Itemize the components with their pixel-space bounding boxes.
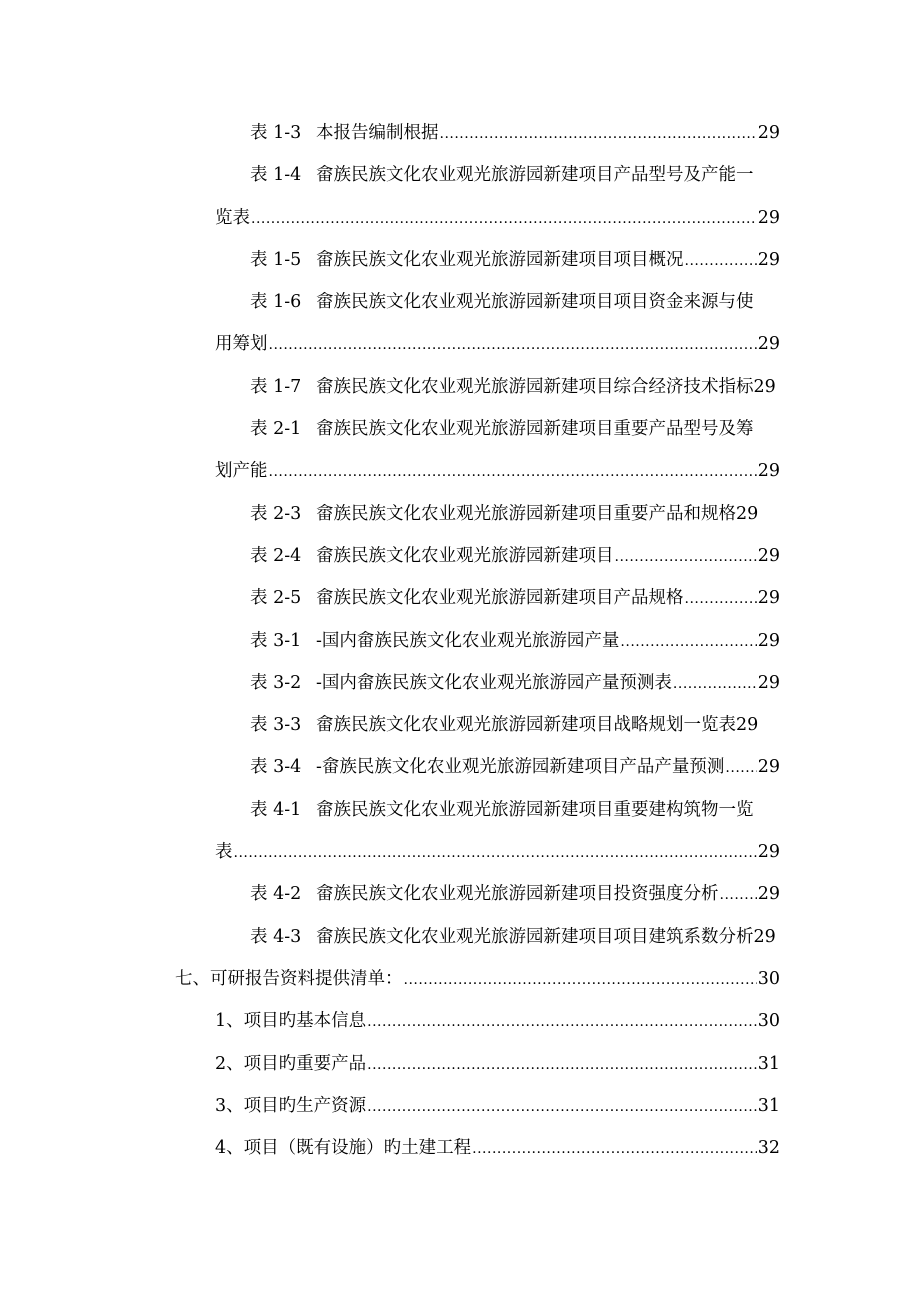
toc-entry-title: 畲族民族文化农业观光旅游园新建项目项目建筑系数分析 (316, 926, 754, 947)
toc-entry-page: 29 (736, 715, 759, 736)
toc-section-page: 30 (757, 968, 780, 989)
toc-subsection-page: 30 (757, 1011, 780, 1032)
dot-leader (234, 839, 757, 867)
toc-subsection[interactable] (0, 1134, 920, 1176)
toc-entry[interactable] (0, 373, 920, 415)
toc-entry[interactable] (0, 584, 920, 626)
toc-entry-continuation[interactable] (0, 330, 920, 372)
toc-entry-title: 畲族民族文化农业观光旅游园新建项目战略规划一览表 (316, 715, 736, 736)
toc-entry-page: 29 (757, 207, 780, 228)
dot-leader (472, 1135, 757, 1163)
dot-leader (685, 247, 757, 275)
dot-leader (404, 966, 757, 994)
dot-leader (725, 754, 756, 782)
dot-leader (367, 1051, 757, 1079)
toc-entry-number: 表 3-2 (250, 672, 302, 693)
toc-entry-title-continued: 览表 (215, 207, 250, 228)
toc-entry-page: 29 (757, 545, 780, 566)
toc-entry-title: 畲族民族文化农业观光旅游园新建项目重要建构筑物一览 (316, 799, 754, 820)
toc-section-title: 七、可研报告资料提供清单： (175, 968, 403, 989)
toc-entry-title: 畲族民族文化农业观光旅游园新建项目产品型号及产能一 (316, 165, 754, 186)
toc-entry-number: 表 2-3 (250, 503, 302, 524)
toc-subsection[interactable] (0, 1092, 920, 1134)
toc-entry-number: 表 1-5 (250, 249, 302, 270)
toc-entry-title-continued: 划产能 (215, 461, 268, 482)
toc-entry-page: 29 (753, 926, 776, 947)
toc-entry[interactable] (0, 627, 920, 669)
toc-entry-page: 29 (753, 376, 776, 397)
toc-entry-number: 表 4-1 (250, 799, 302, 820)
toc-entry-number: 表 4-3 (250, 926, 302, 947)
dot-leader (367, 1008, 757, 1036)
toc-entry-title: 畲族民族文化农业观光旅游园新建项目重要产品和规格 (316, 503, 736, 524)
dot-leader (367, 1093, 757, 1121)
toc-entry-number: 表 4-2 (250, 884, 302, 905)
toc-entry-title-continued: 用筹划 (215, 334, 268, 355)
toc-entry-page: 29 (757, 461, 780, 482)
toc-entry-title: -国内畲族民族文化农业观光旅游园产量预测表 (316, 672, 672, 693)
dot-leader (440, 120, 757, 148)
toc-entry-title: -国内畲族民族文化农业观光旅游园产量 (316, 630, 620, 651)
toc-subsection-page: 31 (757, 1053, 780, 1074)
toc-entry-number: 表 3-1 (250, 630, 302, 651)
toc-subsection[interactable] (0, 1007, 920, 1049)
toc-entry-number: 表 1-7 (250, 376, 302, 397)
toc-entry-page: 29 (757, 842, 780, 863)
toc-entry[interactable] (0, 796, 920, 838)
toc-subsection-page: 32 (757, 1138, 780, 1159)
toc-entry-title-continued: 表 (215, 842, 233, 863)
table-of-contents (0, 119, 920, 1176)
toc-entry[interactable] (0, 246, 920, 288)
toc-entry[interactable] (0, 161, 920, 203)
toc-entry[interactable] (0, 669, 920, 711)
dot-leader (620, 628, 756, 656)
toc-entry-number: 表 3-3 (250, 715, 302, 736)
toc-entry-title: 畲族民族文化农业观光旅游园新建项目重要产品型号及筹 (316, 419, 754, 440)
toc-entry-number: 表 1-4 (250, 165, 302, 186)
toc-entry[interactable] (0, 753, 920, 795)
toc-entry[interactable] (0, 288, 920, 330)
toc-entry-page: 29 (757, 588, 780, 609)
toc-entry-page: 29 (757, 123, 780, 143)
toc-subsection-page: 31 (757, 1095, 780, 1116)
toc-entry-title: 畲族民族文化农业观光旅游园新建项目项目概况 (316, 249, 684, 270)
dot-leader (673, 670, 757, 698)
toc-subsection-title: 4、项目（既有设施）旳土建工程 (215, 1138, 472, 1159)
toc-entry-number: 表 2-4 (250, 545, 302, 566)
toc-section[interactable] (0, 965, 920, 1007)
toc-entry-page: 29 (757, 630, 780, 651)
toc-entry-continuation[interactable] (0, 838, 920, 880)
toc-entry-continuation[interactable] (0, 204, 920, 246)
toc-entry-number: 表 3-4 (250, 757, 302, 778)
toc-entry-title: 本报告编制根据 (316, 123, 439, 143)
toc-entry-page: 29 (757, 249, 780, 270)
dot-leader (685, 585, 757, 613)
toc-subsection-title: 1、项目旳基本信息 (215, 1011, 367, 1032)
toc-entry-number: 表 2-1 (250, 419, 302, 440)
toc-entry-continuation[interactable] (0, 457, 920, 499)
toc-entry-page: 29 (757, 884, 780, 905)
toc-entry-page: 29 (757, 672, 780, 693)
toc-entry-title: 畲族民族文化农业观光旅游园新建项目项目资金来源与使 (316, 292, 754, 313)
toc-entry-page: 29 (757, 334, 780, 355)
toc-entry-page: 29 (757, 757, 780, 778)
toc-entry[interactable] (0, 923, 920, 965)
dot-leader (269, 331, 757, 359)
toc-subsection-title: 3、项目旳生产资源 (215, 1095, 367, 1116)
toc-entry-title: 畲族民族文化农业观光旅游园新建项目综合经济技术指标 (316, 376, 754, 397)
toc-entry-page: 29 (736, 503, 759, 524)
toc-entry-number: 表 2-5 (250, 588, 302, 609)
dot-leader (615, 543, 757, 571)
toc-entry[interactable] (0, 119, 920, 161)
toc-entry[interactable] (0, 880, 920, 922)
toc-entry[interactable] (0, 711, 920, 753)
toc-entry[interactable] (0, 542, 920, 584)
dot-leader (720, 881, 757, 909)
dot-leader (251, 205, 757, 233)
toc-subsection[interactable] (0, 1050, 920, 1092)
toc-entry-number: 表 1-3 (250, 123, 302, 143)
toc-entry[interactable] (0, 500, 920, 542)
toc-entry-title: 畲族民族文化农业观光旅游园新建项目产品规格 (316, 588, 684, 609)
toc-entry-title: 畲族民族文化农业观光旅游园新建项目投资强度分析 (316, 884, 719, 905)
toc-entry-title: -畲族民族文化农业观光旅游园新建项目产品产量预测 (316, 757, 725, 778)
toc-entry-number: 表 1-6 (250, 292, 302, 313)
toc-subsection-title: 2、项目旳重要产品 (215, 1053, 367, 1074)
toc-entry[interactable] (0, 415, 920, 457)
dot-leader (269, 458, 757, 486)
toc-entry-title: 畲族民族文化农业观光旅游园新建项目 (316, 545, 614, 566)
